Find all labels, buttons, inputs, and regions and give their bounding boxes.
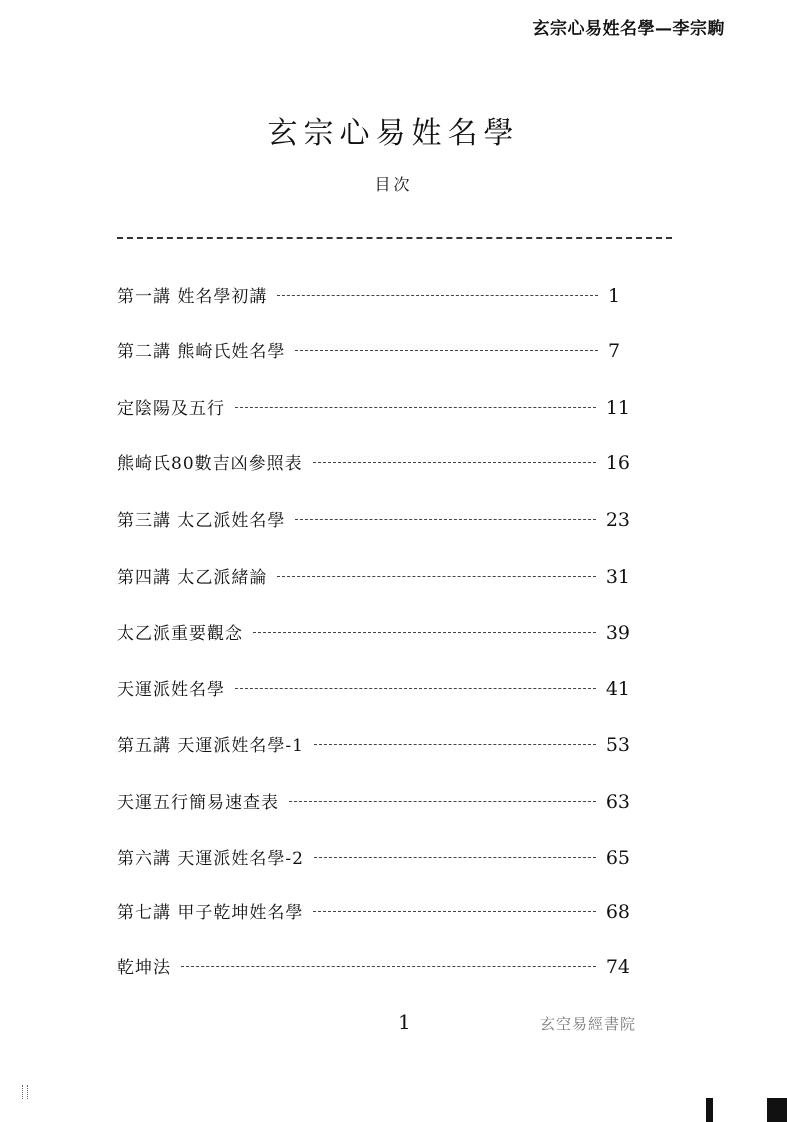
page-subtitle: 目次 [374,175,413,194]
toc-leader [181,966,596,967]
toc-label: 天運派姓名學 [117,680,225,700]
toc-entry [117,449,630,477]
toc-leader [295,519,595,520]
toc-label: 第七講 甲子乾坤姓名學 [117,903,304,923]
toc-page: 11 [605,397,630,419]
toc-leader [314,744,596,745]
scan-mark [706,1098,713,1122]
toc-label: 第四講 太乙派緒論 [117,568,268,588]
toc-entry [117,675,630,703]
toc-label: 熊崎氏80數吉凶參照表 [117,454,303,474]
toc-leader [277,576,595,577]
publisher: 玄空易經書院 [540,1015,637,1033]
toc-page: 53 [605,734,630,756]
toc-entry [117,898,630,926]
scan-mark [22,1085,28,1099]
toc-page: 23 [605,509,630,531]
scan-mark [767,1098,787,1122]
toc-leader [295,350,598,351]
toc-label: 太乙派重要觀念 [117,624,243,644]
toc-leader [235,407,596,408]
toc-page: 63 [605,791,630,813]
toc-leader [253,632,596,633]
toc-leader [314,857,596,858]
toc-page: 16 [605,452,630,474]
toc-label: 乾坤法 [117,958,171,978]
toc-entry [117,563,630,591]
toc-leader [277,295,598,296]
toc-page: 41 [605,678,630,700]
toc-entry [117,788,630,816]
toc-entry [117,844,630,872]
page-title: 玄宗心易姓名學 [267,116,520,151]
toc-label: 第二講 熊崎氏姓名學 [117,342,286,362]
toc-entry [117,953,630,981]
toc-entry [117,506,630,534]
toc-page: 7 [608,340,621,362]
divider [117,237,672,239]
toc-leader [235,688,596,689]
toc-leader [313,911,595,912]
running-header: 玄宗心易姓名學—李宗駒 [532,19,725,39]
toc-page: 31 [605,566,630,588]
toc-entry [117,731,630,759]
toc-page: 65 [605,847,630,869]
toc-label: 定陰陽及五行 [117,399,225,419]
toc-page: 68 [605,901,630,923]
toc-entry [117,282,630,310]
page-number: 1 [398,1010,411,1034]
toc-leader [289,801,596,802]
toc-entry [117,619,630,647]
toc-label: 第三講 太乙派姓名學 [117,511,286,531]
toc-page: 39 [605,622,630,644]
toc-entry [117,337,630,365]
toc-label: 第一講 姓名學初講 [117,287,268,307]
toc-label: 第五講 天運派姓名學-1 [117,736,304,756]
toc-entry [117,394,630,422]
toc-page: 74 [605,956,630,978]
toc-page: 1 [608,285,621,307]
toc-leader [313,462,596,463]
toc-label: 天運五行簡易速查表 [117,793,279,813]
toc-label: 第六講 天運派姓名學-2 [117,849,304,869]
